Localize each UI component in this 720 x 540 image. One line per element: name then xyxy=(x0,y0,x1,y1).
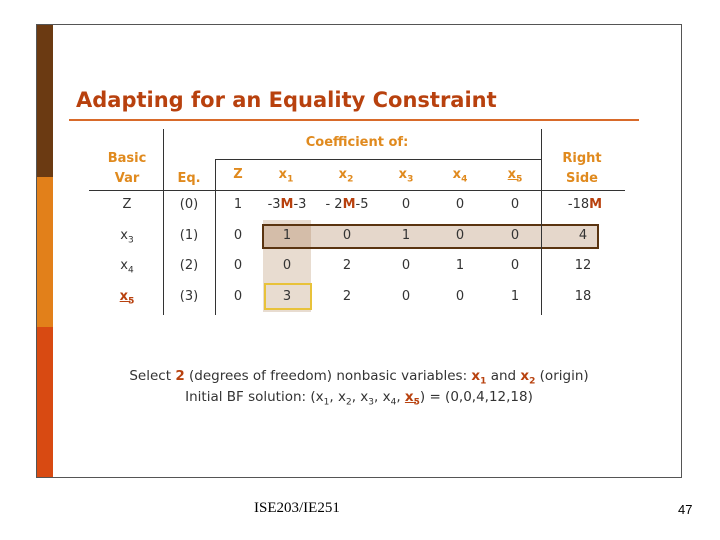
cell-x3: 0 xyxy=(401,197,411,212)
cell-z: 1 xyxy=(233,197,243,212)
header-basic-var: Basic Var xyxy=(107,151,147,186)
cell-rhs: -18M xyxy=(567,197,603,212)
cell-x4: 0 xyxy=(455,197,465,212)
cell-x2: 2 xyxy=(342,258,352,273)
cell-x2: 0 xyxy=(342,228,352,243)
slide-title: Adapting for an Equality Constraint xyxy=(76,88,497,112)
pivot-row-highlight xyxy=(262,224,599,249)
slide xyxy=(36,24,682,478)
cell-x4: 0 xyxy=(455,289,465,304)
cell-x1: 0 xyxy=(282,258,292,273)
header-x2: $x_2$ xyxy=(338,167,354,185)
cell-x5: 0 xyxy=(510,197,520,212)
page-number: 47 xyxy=(678,502,693,517)
cell-x5: 0 xyxy=(510,258,520,273)
header-x1: $x_1$ xyxy=(278,167,294,185)
cell-x3: 0 xyxy=(401,258,411,273)
cell-z: 0 xyxy=(233,228,243,243)
header-x5: $x_5$ xyxy=(507,167,523,185)
cell-x3: 0 xyxy=(401,289,411,304)
simplex-tableau xyxy=(37,25,681,477)
cell-x1: -3M-3 xyxy=(267,197,307,212)
cell-basic: Z xyxy=(122,197,132,212)
note-line-2: Initial BF solution: ($x_1$, $x_2$, $x_3$, $x_4$, $x_5) = (0,0,4,12,18)$ xyxy=(185,389,533,408)
divider-rhs xyxy=(541,129,542,315)
divider-basic xyxy=(163,129,164,315)
coef-header-rule xyxy=(215,159,541,160)
footer-course-code: ISE203/IE251 xyxy=(254,500,340,516)
cell-z: 0 xyxy=(233,258,243,273)
cell-x4: 1 xyxy=(455,258,465,273)
cell-x5: 0 xyxy=(510,228,520,243)
cell-x2: - 2M-5 xyxy=(325,197,369,212)
cell-x2: 2 xyxy=(342,289,352,304)
header-eq: Eq. xyxy=(177,171,201,186)
cell-x1: 1 xyxy=(282,228,292,243)
cell-x3: 1 xyxy=(401,228,411,243)
cell-x1: 3 xyxy=(282,289,292,304)
cell-eq: (3) xyxy=(179,289,199,304)
note-line-1: Select 2 (degrees of freedom) nonbasic variables: $x_1$ and $x_2$ (origin) xyxy=(129,368,589,387)
cell-rhs: 4 xyxy=(578,228,588,243)
cell-rhs: 18 xyxy=(574,289,592,304)
cell-basic: $x_5$ xyxy=(119,289,135,307)
cell-eq: (2) xyxy=(179,258,199,273)
header-x3: $x_3$ xyxy=(398,167,414,185)
coefficient-header: Coefficient of: xyxy=(305,135,409,150)
cell-z: 0 xyxy=(233,289,243,304)
header-right-side: Right Side xyxy=(562,151,602,186)
cell-eq: (0) xyxy=(179,197,199,212)
cell-x5: 1 xyxy=(510,289,520,304)
cell-basic: $x_4$ xyxy=(120,258,134,276)
cell-rhs: 12 xyxy=(574,258,592,273)
cell-eq: (1) xyxy=(179,228,199,243)
cell-basic: $x_3$ xyxy=(120,228,134,246)
header-x4: $x_4$ xyxy=(452,167,468,185)
cell-x4: 0 xyxy=(455,228,465,243)
header-z: Z xyxy=(233,167,243,182)
